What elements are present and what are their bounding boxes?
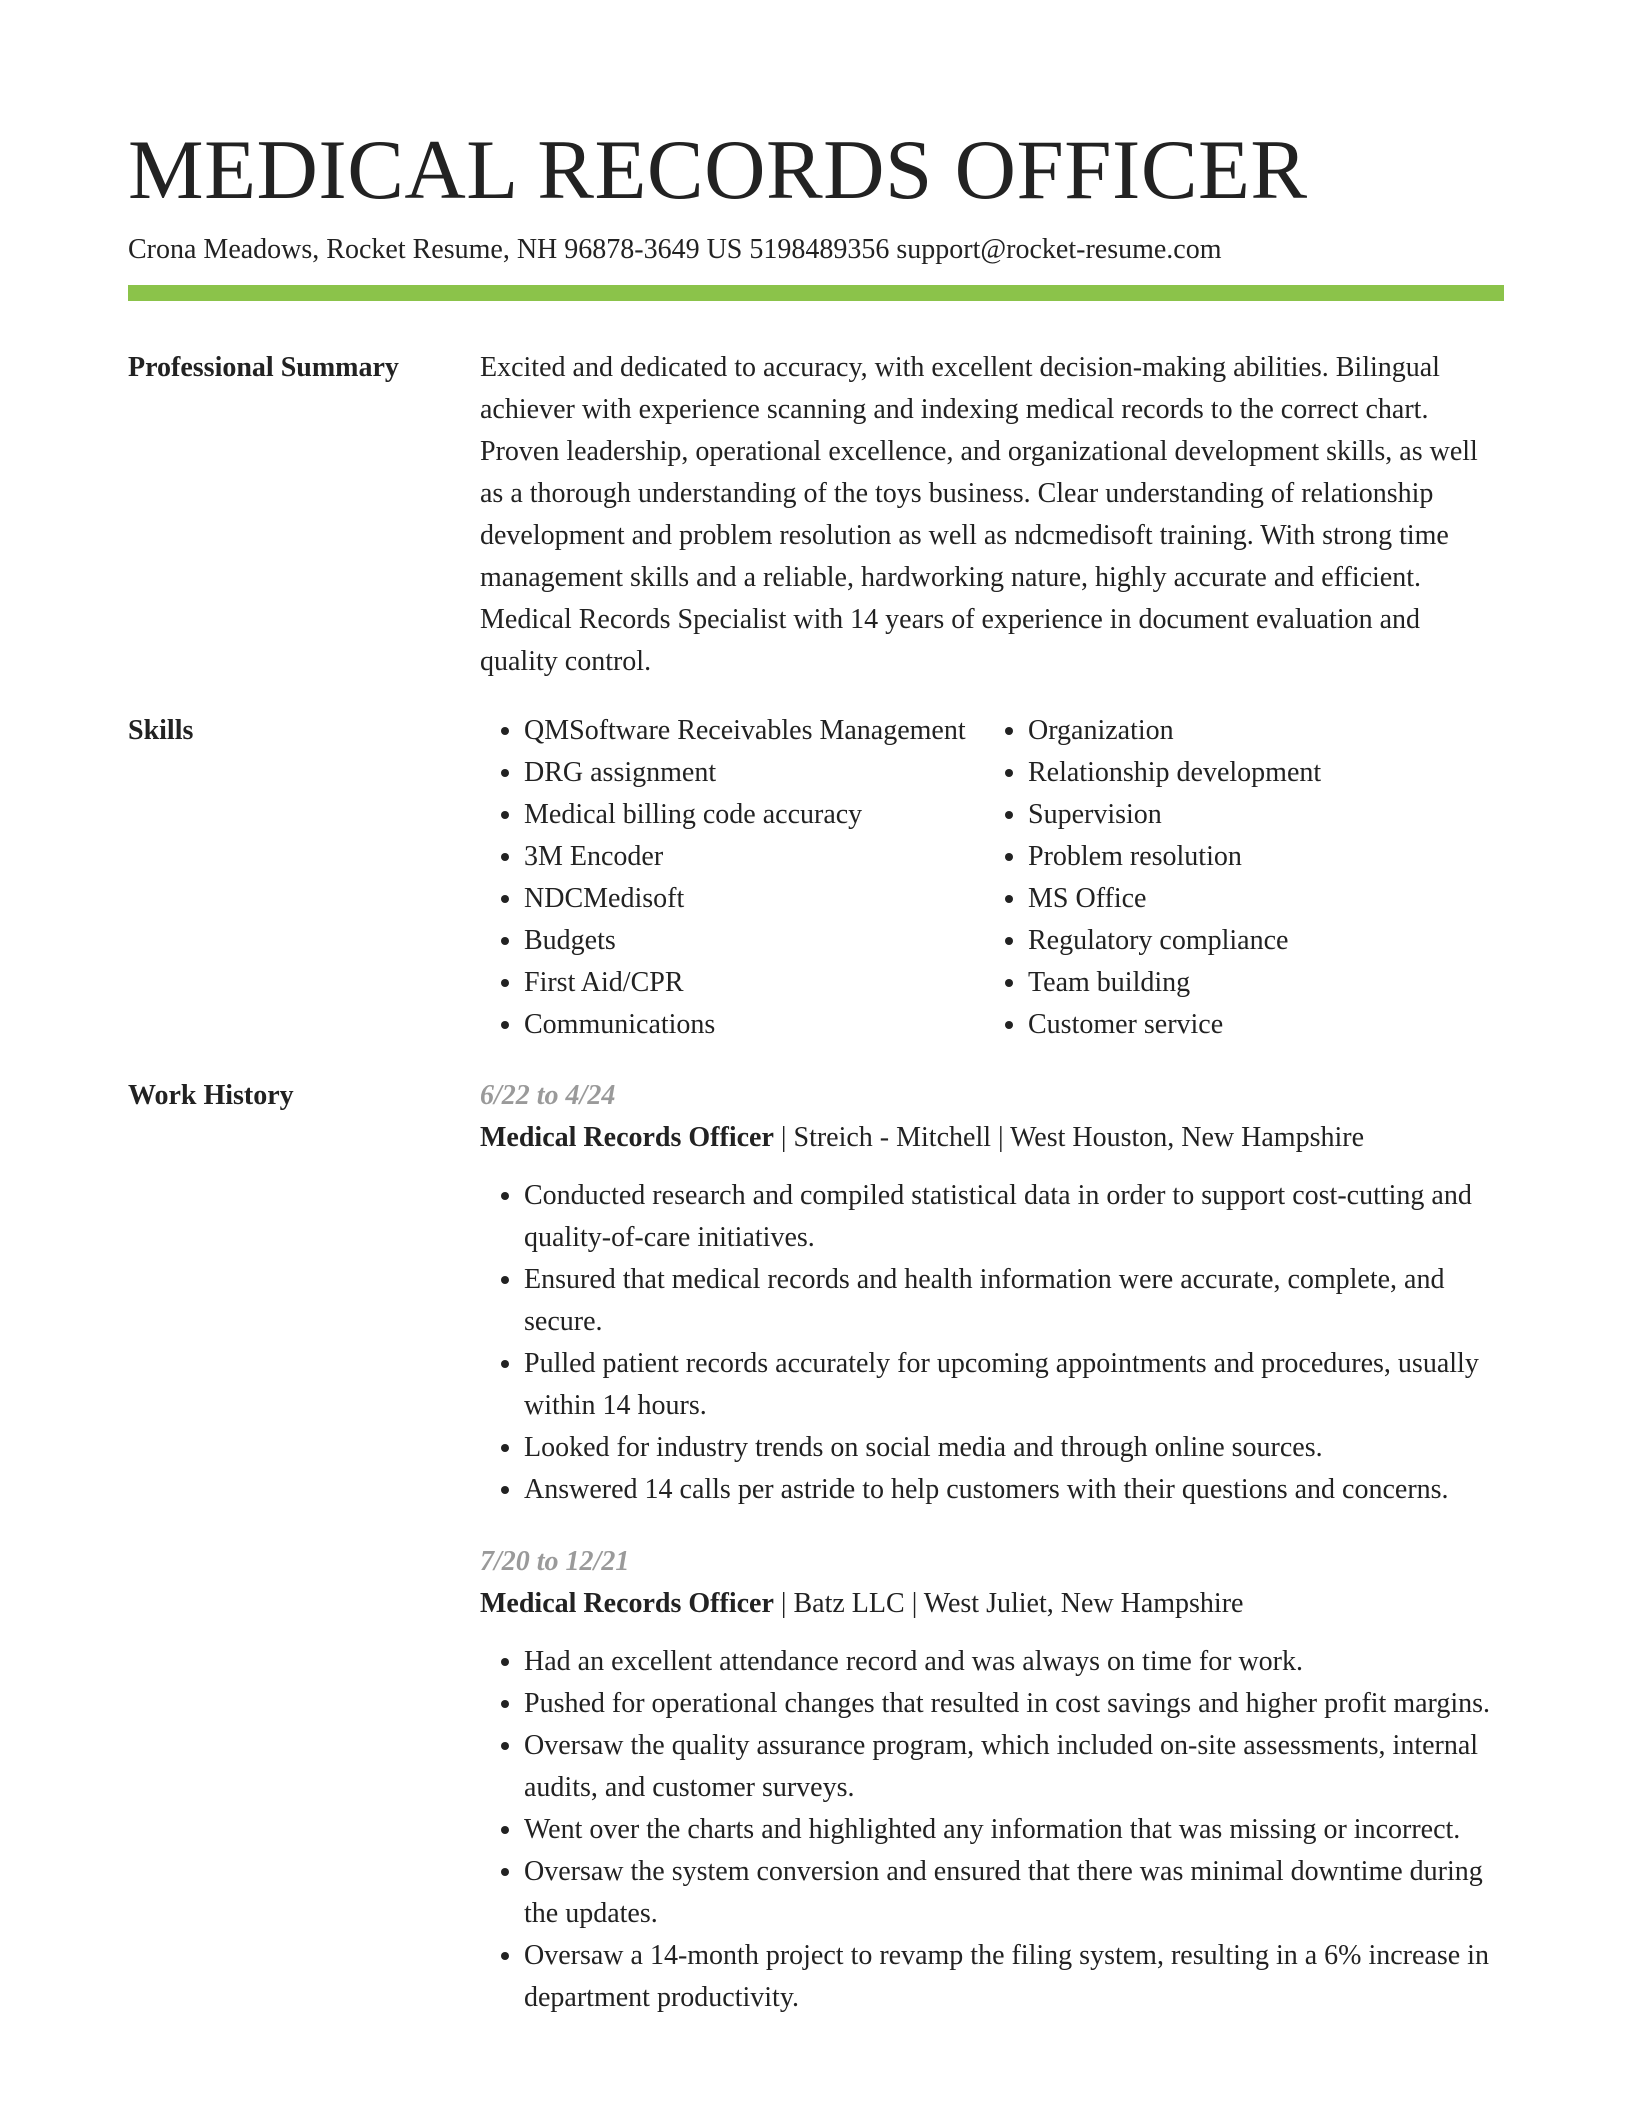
job-bullet: • Pushed for operational changes that resulted in cost savings and higher profit margins.	[524, 1683, 1504, 1725]
job-bullets	[480, 1641, 1504, 2019]
skill-item: • NDCMedisoft	[524, 878, 984, 920]
job-bullets	[480, 1175, 1504, 1511]
summary-label: Professional Summary	[128, 352, 399, 383]
header-divider	[128, 285, 1504, 301]
skill-item: • QMSoftware Receivables Management	[524, 710, 984, 752]
skill-item: • MS Office	[1028, 878, 1488, 920]
skills-columns	[480, 710, 1504, 1046]
skill-item: • Regulatory compliance	[1028, 920, 1488, 962]
skill-item: • Customer service	[1028, 1004, 1488, 1046]
skills-label: Skills	[128, 715, 194, 746]
job-bullet: • Oversaw the quality assurance program, which included on-site assessments, internal audits, and customer surveys.	[524, 1725, 1504, 1809]
job-bullet: • Conducted research and compiled statistical data in order to support cost-cutting and quality-of-care initiatives.	[524, 1175, 1504, 1259]
job-entry	[480, 1541, 1504, 2019]
skill-item: • Supervision	[1028, 794, 1488, 836]
job-bullet: • Had an excellent attendance record and was always on time for work.	[524, 1641, 1504, 1683]
summary-text: Excited and dedicated to accuracy, with excellent decision-making abilities. Bilingual achiever with experience scanning and indexing medical records to the correct chart. Proven leadership, operational excellence, and organizational development skills, as well as a thorough understanding of the toys business. Clear understanding of relationship development and problem resolution as well as ndcmedisoft training. With strong time management skills and a reliable, hardworking nature, highly accurate and efficient. Medical Records Specialist with 14 years of experience in document evaluation and quality control.	[480, 352, 1478, 677]
resume-title: MEDICAL RECORDS OFFICER	[128, 123, 1308, 217]
job-bullet: • Looked for industry trends on social media and through online sources.	[524, 1427, 1504, 1469]
skill-item: • Communications	[524, 1004, 984, 1046]
skill-item: • Medical billing code accuracy	[524, 794, 984, 836]
job-bullet: • Pulled patient records accurately for upcoming appointments and procedures, usually within 14 hours.	[524, 1343, 1504, 1427]
job-employer-location: | Batz LLC | West Juliet, New Hampshire	[773, 1588, 1244, 1619]
job-bullet: • Oversaw a 14-month project to revamp the filing system, resulting in a 6% increase in department productivity.	[524, 1935, 1504, 2019]
skill-item: • Organization	[1028, 710, 1488, 752]
work-history-label: Work History	[128, 1080, 294, 1111]
job-bullet: • Ensured that medical records and health information were accurate, complete, and secure.	[524, 1259, 1504, 1343]
job-bullet: • Answered 14 calls per astride to help customers with their questions and concerns.	[524, 1469, 1504, 1511]
job-title: Medical Records Officer	[480, 1588, 774, 1619]
skill-item: • Team building	[1028, 962, 1488, 1004]
work-history-body	[480, 1075, 1504, 2049]
job-dates: 7/20 to 12/21	[480, 1546, 630, 1577]
job-title-line	[480, 1583, 1504, 1625]
job-employer-location: | Streich - Mitchell | West Houston, New Hampshire	[773, 1122, 1365, 1153]
job-title-line	[480, 1117, 1504, 1159]
skill-item: • Budgets	[524, 920, 984, 962]
skills-list-left	[480, 710, 984, 1046]
skills-list-right	[984, 710, 1488, 1046]
summary-body	[480, 347, 1504, 683]
contact-info: Crona Meadows, Rocket Resume, NH 96878-3649 US 5198489356 support@rocket-resume.com	[128, 234, 1222, 265]
skill-item: • Relationship development	[1028, 752, 1488, 794]
skills-body	[480, 710, 1504, 1046]
job-title: Medical Records Officer	[480, 1122, 774, 1153]
skill-item: • DRG assignment	[524, 752, 984, 794]
skill-item: • First Aid/CPR	[524, 962, 984, 1004]
job-entry	[480, 1075, 1504, 1511]
job-bullet: • Went over the charts and highlighted any information that was missing or incorrect.	[524, 1809, 1504, 1851]
job-bullet: • Oversaw the system conversion and ensured that there was minimal downtime during the updates.	[524, 1851, 1504, 1935]
skill-item: • 3M Encoder	[524, 836, 984, 878]
job-dates: 6/22 to 4/24	[480, 1080, 616, 1111]
skill-item: • Problem resolution	[1028, 836, 1488, 878]
